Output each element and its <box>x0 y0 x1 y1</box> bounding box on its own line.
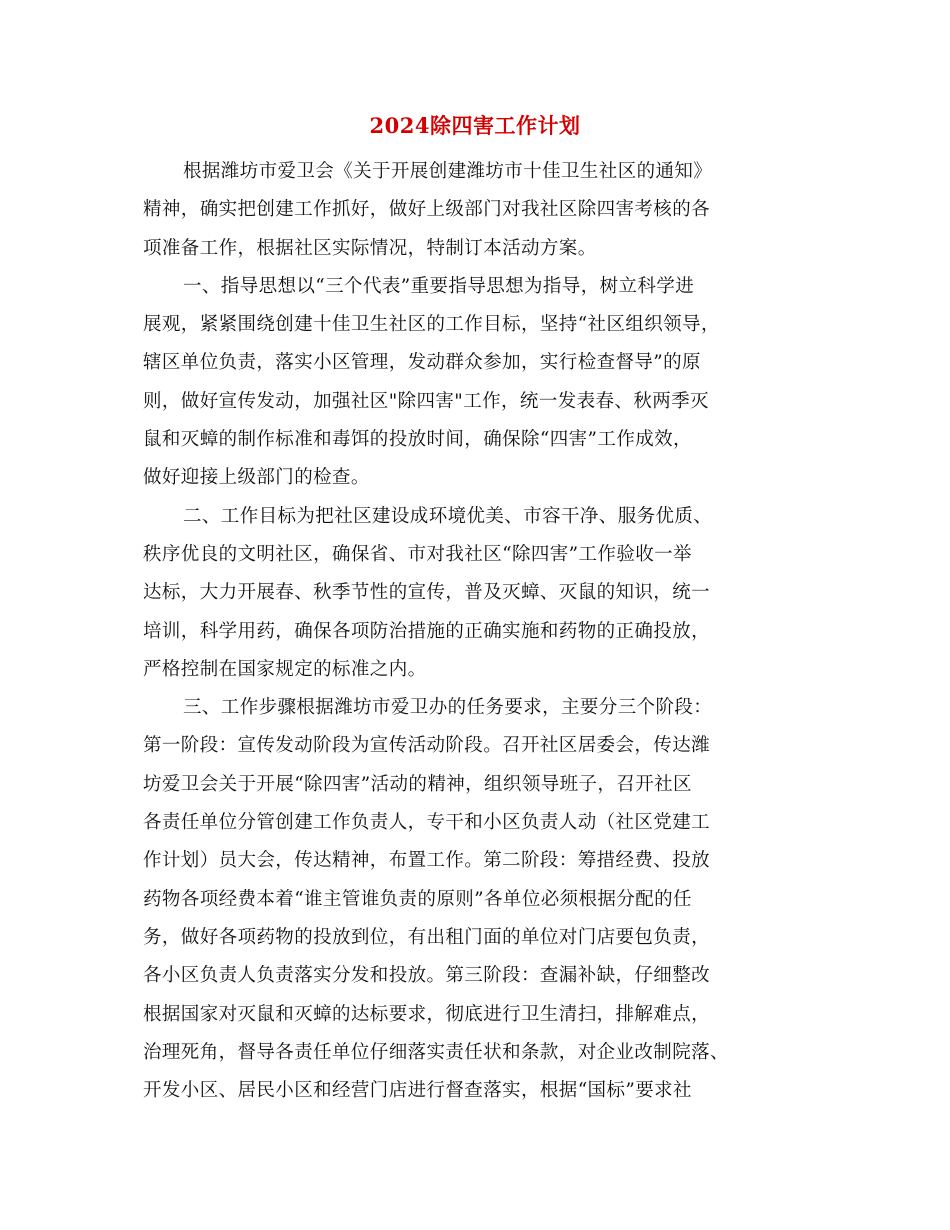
paragraph-4-line-8: 各小区负责人负责落实分发和投放。第三阶段：查漏补缺，仔细整改 <box>143 965 711 987</box>
paragraph-2-line-5: 鼠和灭蟑的制作标准和毒饵的投放时间，确保除“四害”工作成效， <box>143 429 692 451</box>
paragraph-2-line-2: 展观，紧紧围绕创建十佳卫生社区的工作目标，坚持“社区组织领导， <box>143 314 720 336</box>
paragraph-3-line-5: 严格控制在国家规定的标准之内。 <box>143 658 427 680</box>
paragraph-4-line-7: 务，做好各项药物的投放到位，有出租门面的单位对门店要包负责， <box>143 926 711 948</box>
paragraph-2-line-1: 一、指导思想以“三个代表”重要指导思想为指导，树立科学进 <box>183 275 695 297</box>
paragraph-2-line-4: 则，做好宣传发动，加强社区"除四害"工作，统一发表春、秋两季灭 <box>143 390 709 412</box>
paragraph-3-line-3: 达标，大力开展春、秋季节性的宣传，普及灭蟑、灭鼠的知识，统一 <box>143 582 711 604</box>
paragraph-2-line-3: 辖区单位负责，落实小区管理，发动群众参加，实行检查督导”的原 <box>143 352 701 374</box>
paragraph-1-line-2: 精神，确实把创建工作抓好，做好上级部门对我社区除四害考核的各 <box>143 199 711 221</box>
paragraph-4-line-11: 开发小区、居民小区和经营门店进行督查落实，根据“国标”要求社 <box>143 1080 692 1102</box>
paragraph-4-line-5: 作计划）员大会，传达精神，布置工作。第二阶段：筹措经费、投放 <box>143 850 711 872</box>
document-title: 2024除四害工作计划 <box>369 113 581 138</box>
paragraph-4-line-3: 坊爱卫会关于开展“除四害”活动的精神，组织领导班子，召开社区 <box>143 773 692 795</box>
paragraph-4-line-2: 第一阶段：宣传发动阶段为宣传活动阶段。召开社区居委会，传达潍 <box>143 735 711 757</box>
document-body <box>143 153 808 1110</box>
paragraph-3-line-1: 二、工作目标为把社区建设成环境优美、市容干净、服务优质、 <box>183 505 713 527</box>
paragraph-4-line-1: 三、工作步骤根据潍坊市爱卫办的任务要求，主要分三个阶段： <box>183 697 713 719</box>
paragraph-2-line-6: 做好迎接上级部门的检查。 <box>143 467 370 489</box>
paragraph-4-line-10: 治理死角，督导各责任单位仔细落实责任状和条款，对企业改制院落、 <box>143 1041 729 1063</box>
paragraph-1-line-1: 根据潍坊市爱卫会《关于开展创建潍坊市十佳卫生社区的通知》 <box>183 161 713 182</box>
paragraph-1-line-3: 项准备工作，根据社区实际情况，特制订本活动方案。 <box>143 237 597 259</box>
paragraph-3-line-2: 秩序优良的文明社区，确保省、市对我社区“除四害”工作验收一举 <box>143 543 692 565</box>
paragraph-3-line-4: 培训，科学用药，确保各项防治措施的正确实施和药物的正确投放， <box>143 620 711 642</box>
paragraph-4-line-6: 药物各项经费本着“谁主管谁负责的原则”各单位必须根据分配的任 <box>143 888 692 910</box>
paragraph-4-line-9: 根据国家对灭鼠和灭蟑的达标要求，彻底进行卫生清扫，排解难点， <box>143 1003 711 1025</box>
paragraph-4-line-4: 各责任单位分管创建工作负责人，专干和小区负责人动（社区党建工 <box>143 812 711 834</box>
